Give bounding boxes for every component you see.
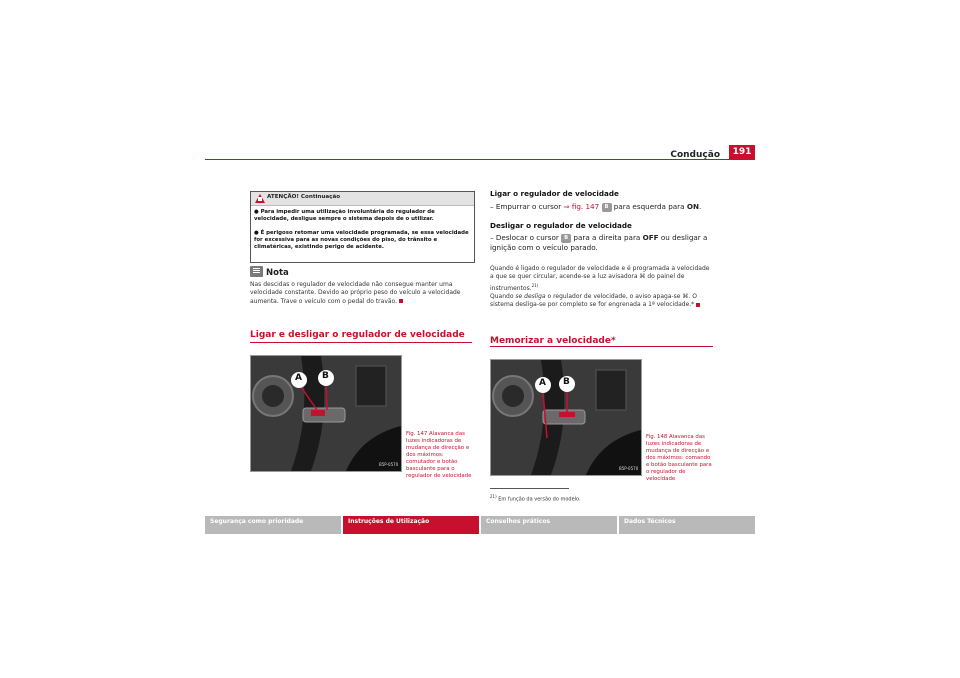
fig147-caption: Fig. 147 Alavanca das luzes indicadoras de mudança de direcção e dos máximos: comutador e botão basculante para o regulador de velocidade: [406, 431, 472, 479]
fig148-label-b: B: [563, 377, 570, 387]
para2-text-pre: Quando: [490, 293, 514, 300]
step2-text-end: ou desligar a ignição com o veículo parado.: [490, 233, 708, 252]
note-text-body: Nas descidas o regulador de velocidade não consegue manter uma velocidade constante. Devido ao próprio peso do veículo a velocidade aumenta. Trave o veículo com o pedal do travão.: [250, 281, 461, 305]
step-switch-on: – Empurrar o cursor ⇒ fig. 147 B para esquerda para ON.: [490, 202, 702, 211]
end-marker-icon: [399, 299, 403, 303]
fig148-ref: B5P-0570: [619, 466, 639, 471]
step1-value: ON: [686, 202, 699, 211]
warning-header: [251, 192, 474, 206]
para1-text: Quando é ligado o regulador de velocidade e é programada a velocidade a que se quer circular, acende-se a luz avisadora ⌘ do painel de instrumentos.: [490, 265, 710, 292]
note-icon: [250, 266, 263, 277]
figure-148: [490, 359, 642, 476]
fig148-caption: Fig. 148 Alavanca das luzes indicadoras de mudança de direcção e dos máximos: comando e botão basculante para o regulador de velocidade: [646, 434, 712, 482]
tab-seguranca-label: Segurança como prioridade: [210, 518, 304, 525]
step2-value: OFF: [642, 233, 659, 242]
button-b-ref-icon: B: [561, 234, 571, 243]
footnote-rule: [490, 488, 569, 489]
tab-dados[interactable]: [619, 516, 755, 534]
warning-item-2: ● É perigoso retomar uma velocidade programada, se essa velocidade for excessiva para as novas condições do piso, do trânsito e climatéricas, existindo perigo de acidente.: [254, 230, 469, 250]
figure-147: [250, 355, 402, 472]
section-rule-right: [490, 346, 713, 347]
fig148-label-a: A: [539, 378, 546, 388]
para2-emphasis: se desliga: [515, 293, 546, 300]
fig147-label-a: A: [295, 373, 302, 383]
footnote-text: Em função da versão do modelo.: [498, 496, 581, 503]
step2-text: – Deslocar o cursor: [490, 233, 559, 242]
tab-conselhos-label: Conselhos práticos: [486, 518, 551, 525]
footnote-mark: 21): [490, 494, 497, 499]
section-heading-right: Memorizar a velocidade*: [490, 336, 616, 346]
fig147-ref: B5P-0570: [379, 462, 399, 467]
step1-text-post: para esquerda para: [613, 202, 685, 211]
note-title: Nota: [266, 268, 289, 278]
footnote-ref[interactable]: 21): [531, 282, 539, 288]
paragraph-indicator-off: [490, 293, 714, 310]
step1-text: – Empurrar o cursor: [490, 202, 562, 211]
warning-triangle-icon: [255, 194, 265, 203]
end-marker-icon: [696, 303, 700, 307]
warning-title: ATENÇÃO! Continuação: [267, 194, 341, 200]
section-title: Condução: [670, 150, 720, 160]
fig147-link[interactable]: ⇒ fig. 147: [563, 202, 600, 211]
tab-seguranca[interactable]: [205, 516, 341, 534]
section-rule-left: [250, 342, 472, 343]
section-heading-left: Ligar e desligar o regulador de velocidade: [250, 330, 465, 340]
tab-conselhos[interactable]: [481, 516, 617, 534]
tab-dados-label: Dados Técnicos: [624, 518, 676, 525]
fig147-label-b: B: [322, 371, 329, 381]
tab-instrucoes[interactable]: [343, 516, 479, 534]
warning-item-1: ● Para impedir uma utilização involuntária do regulador de velocidade, desligue sempre o sistema depois de o utilizar.: [254, 209, 435, 222]
tab-instrucoes-label: Instruções de Utilização: [348, 518, 430, 525]
warning-item-2-text: É perigoso retomar uma velocidade programada, se essa velocidade for excessiva para as novas condições do piso, do trânsito e climatéricas, existindo perigo de acidente.: [254, 230, 469, 250]
button-b-ref-icon: B: [602, 203, 612, 212]
note-text: [250, 281, 472, 306]
paragraph-indicator-on: [490, 265, 714, 293]
heading-switch-off: Desligar o regulador de velocidade: [490, 221, 632, 230]
para2-text-post: o regulador de velocidade, o aviso apaga-se ⌘. O sistema desliga-se por completo se for engrenada a 1ª velocidade.*: [490, 293, 697, 309]
step2-text-post: para a direita para: [573, 233, 641, 242]
heading-switch-on: Ligar o regulador de velocidade: [490, 189, 619, 198]
warning-item-1-text: Para impedir uma utilização involuntária do regulador de velocidade, desligue sempre o sistema depois de o utilizar.: [254, 209, 435, 222]
step-switch-off: [490, 233, 716, 253]
warning-box: [250, 191, 475, 263]
page-number: 191: [729, 145, 755, 160]
footnote: [490, 494, 581, 503]
